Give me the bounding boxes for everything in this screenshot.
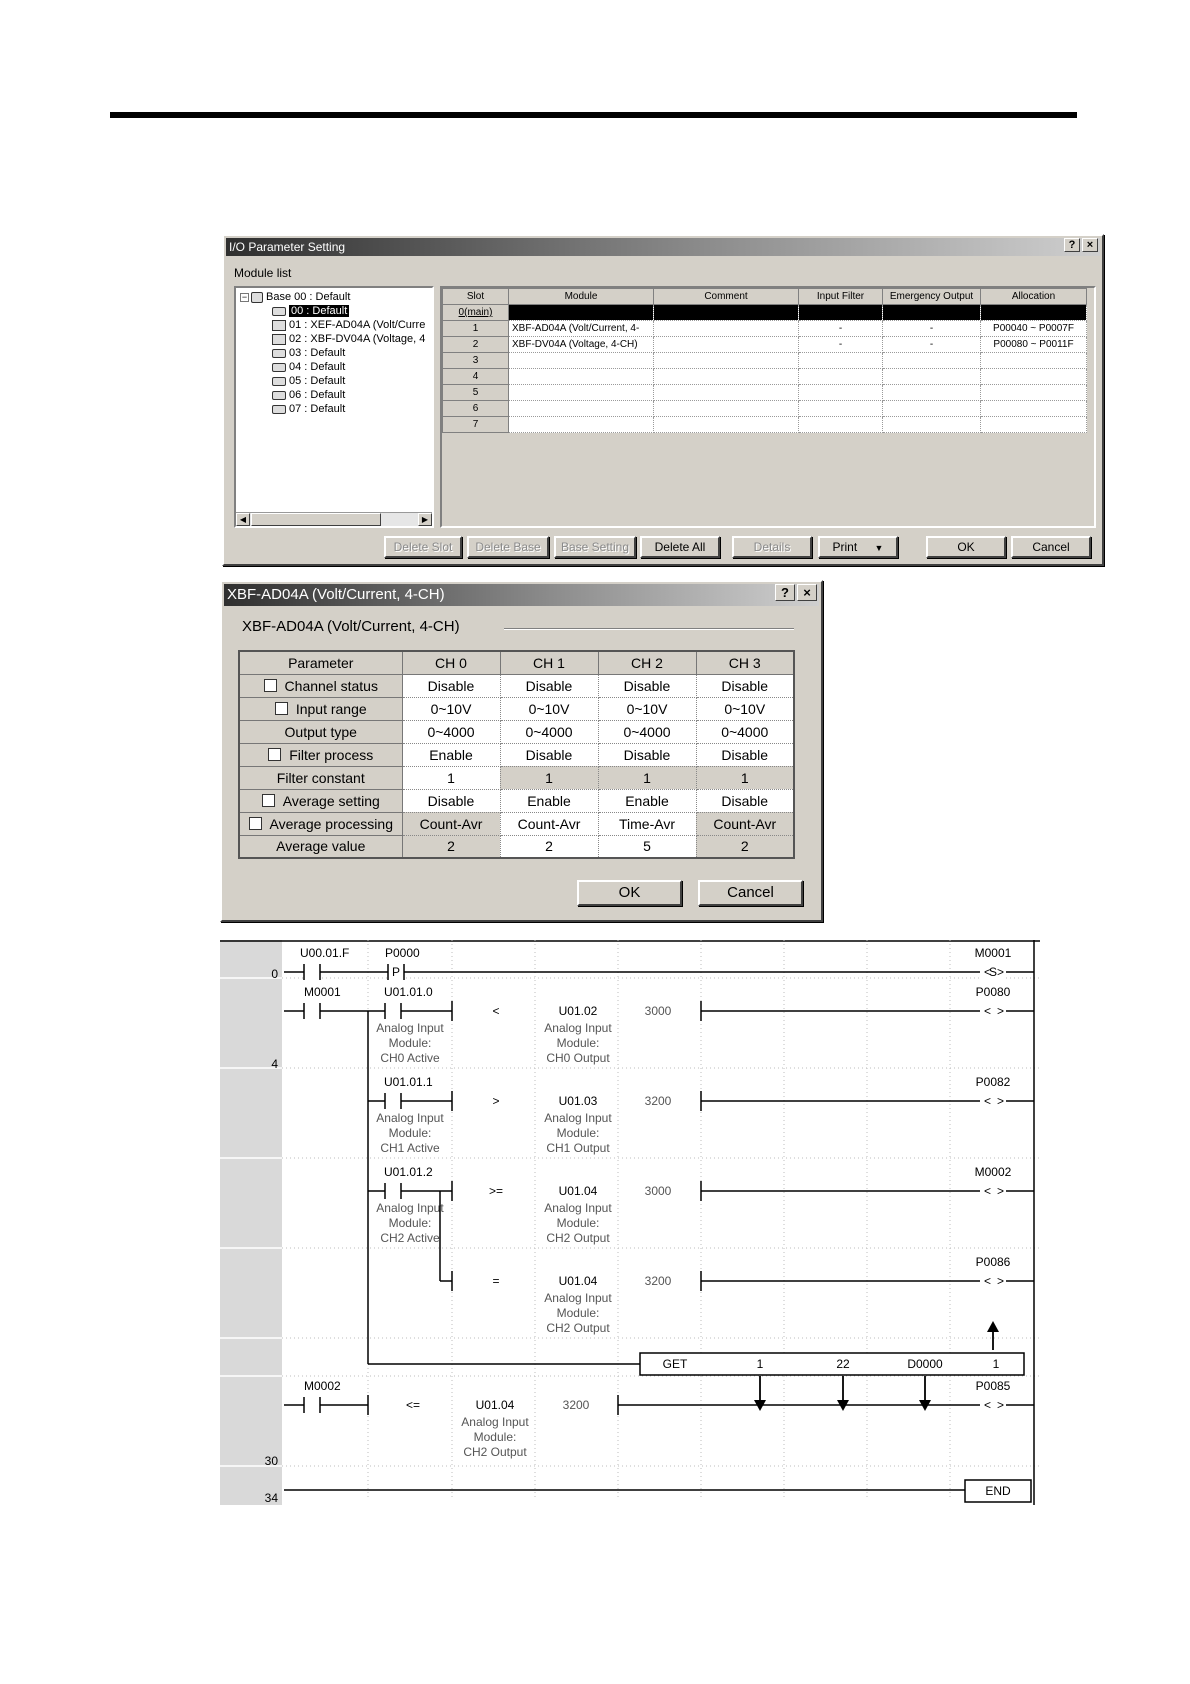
pulse-mark: P xyxy=(391,965,401,979)
table-row[interactable]: 1 XBF-AD04A (Volt/Current, 4- - - P00040 ~ P0007F xyxy=(443,321,1087,337)
get-operand: 22 xyxy=(836,1357,850,1371)
coil-right-paren: > xyxy=(997,1184,1005,1198)
col-ch1: CH 1 xyxy=(500,651,598,674)
coil-left-paren: < xyxy=(984,1004,992,1018)
step-number: 4 xyxy=(271,1057,278,1071)
param-value[interactable]: 0~4000 xyxy=(696,720,794,743)
param-name[interactable]: Average setting xyxy=(239,789,402,812)
compare-constant: 3200 xyxy=(562,1398,590,1412)
coil-label: P0082 xyxy=(975,1075,1011,1089)
rung-1[interactable] xyxy=(284,985,1034,1375)
coil-left-paren: < xyxy=(984,1398,992,1412)
device-comment: Analog Input xyxy=(544,1291,612,1305)
ad-help-button[interactable]: ? xyxy=(775,584,795,601)
device-comment: CH1 Output xyxy=(546,1141,610,1155)
compare-operator: <= xyxy=(405,1398,421,1412)
compare-operator: >= xyxy=(488,1184,504,1198)
input-range-checkbox[interactable] xyxy=(275,702,288,715)
param-value[interactable]: Disable xyxy=(500,743,598,766)
param-value[interactable]: Disable xyxy=(696,789,794,812)
contact-comment: Module: xyxy=(388,1216,432,1230)
heading-divider xyxy=(504,628,794,630)
compare-constant: 3000 xyxy=(644,1184,672,1198)
base-icon xyxy=(251,292,263,303)
device-comment: CH0 Output xyxy=(546,1051,610,1065)
param-value[interactable]: 0~10V xyxy=(402,697,500,720)
device-comment: Module: xyxy=(556,1216,600,1230)
delete-base-button[interactable]: Delete Base xyxy=(467,536,549,558)
contact-comment: CH2 Active xyxy=(380,1231,440,1245)
scroll-right-icon[interactable]: ▶ xyxy=(418,513,432,526)
param-value[interactable]: Time-Avr xyxy=(598,812,696,835)
delete-slot-button[interactable]: Delete Slot xyxy=(384,536,462,558)
param-value: 2 xyxy=(402,835,500,858)
scroll-thumb[interactable] xyxy=(251,513,381,526)
step-number: 0 xyxy=(271,967,278,981)
end-label: END xyxy=(985,1484,1011,1498)
contact-label: U00.01.F xyxy=(300,946,350,960)
param-name: Average value xyxy=(239,835,402,858)
slot-icon xyxy=(272,391,286,400)
param-row-average-setting xyxy=(239,789,794,812)
param-row-average-processing xyxy=(239,812,794,835)
param-value[interactable]: Disable xyxy=(402,674,500,697)
io-parameter-window xyxy=(222,234,1104,566)
io-help-button[interactable]: ? xyxy=(1064,238,1080,252)
tree-slot-00[interactable]: 00 : Default xyxy=(272,304,349,318)
table-row[interactable]: 0(main) xyxy=(443,305,1087,321)
param-value[interactable]: 5 xyxy=(598,835,696,858)
param-name: Output type xyxy=(239,720,402,743)
device-comment: Module: xyxy=(556,1036,600,1050)
average-setting-checkbox[interactable] xyxy=(262,794,275,807)
get-operand: 1 xyxy=(756,1357,764,1371)
contact-gap xyxy=(304,1397,320,1413)
io-window-title: I/O Parameter Setting xyxy=(226,238,1100,256)
param-value[interactable]: 0~4000 xyxy=(402,720,500,743)
param-row-input-range xyxy=(239,697,794,720)
step-number: 30 xyxy=(264,1454,278,1468)
param-value[interactable]: Disable xyxy=(402,789,500,812)
col-emergency-output[interactable]: Emergency Output xyxy=(883,289,981,305)
col-slot[interactable]: Slot xyxy=(443,289,509,305)
contact-comment: CH0 Active xyxy=(380,1051,440,1065)
param-value: Count-Avr xyxy=(696,812,794,835)
tree-slot-04[interactable]: 04 : Default xyxy=(272,360,345,374)
coil-left-paren: < xyxy=(984,1274,992,1288)
compare-constant: 3000 xyxy=(644,1004,672,1018)
col-allocation[interactable]: Allocation xyxy=(981,289,1087,305)
tree-slot-02[interactable]: 02 : XBF-DV04A (Voltage, 4 xyxy=(272,332,425,346)
col-ch2: CH 2 xyxy=(598,651,696,674)
slot-table xyxy=(442,288,1087,433)
param-value[interactable]: Disable xyxy=(598,674,696,697)
tree-slot-06[interactable]: 06 : Default xyxy=(272,388,345,402)
page-top-rule xyxy=(110,112,1077,118)
table-row[interactable]: 4 xyxy=(443,369,1087,385)
contact-gap xyxy=(304,1003,320,1019)
tree-horizontal-scrollbar[interactable] xyxy=(236,512,432,526)
step-gutter xyxy=(220,940,282,1505)
slot-table-header xyxy=(443,289,1087,305)
param-value[interactable]: 0~10V xyxy=(500,697,598,720)
compare-operator: > xyxy=(492,1094,500,1108)
filter-process-checkbox[interactable] xyxy=(268,748,281,761)
param-value[interactable]: Disable xyxy=(696,743,794,766)
device-comment: Module: xyxy=(556,1306,600,1320)
compare-constant: 3200 xyxy=(644,1274,672,1288)
param-name[interactable]: Channel status xyxy=(239,674,402,697)
slot-icon xyxy=(272,349,286,358)
coil-label: M0002 xyxy=(974,1165,1012,1179)
io-close-button[interactable]: × xyxy=(1082,238,1098,252)
dropdown-arrow-icon: ▼ xyxy=(874,543,884,553)
rung-2[interactable] xyxy=(284,1379,1034,1459)
param-row-filter-constant xyxy=(239,766,794,789)
coil-right-paren: > xyxy=(997,1004,1005,1018)
get-instruction-name: GET xyxy=(662,1357,688,1371)
contact-gap xyxy=(304,964,320,980)
param-value[interactable]: Enable xyxy=(500,789,598,812)
slot-table-panel xyxy=(440,286,1096,528)
device-comment: Module: xyxy=(473,1430,517,1444)
details-button[interactable]: Details xyxy=(732,536,812,558)
param-row-filter-process xyxy=(239,743,794,766)
contact-gap xyxy=(385,1003,401,1019)
tree-base-node[interactable]: − Base 00 : Default xyxy=(241,291,351,303)
get-operand: D0000 xyxy=(907,1357,943,1371)
print-label: Print xyxy=(832,540,858,554)
coil-left-paren: < xyxy=(984,1184,992,1198)
module-icon xyxy=(272,334,286,345)
io-cancel-button[interactable]: Cancel xyxy=(1011,536,1091,558)
param-value[interactable]: 2 xyxy=(500,835,598,858)
param-name[interactable]: Input range xyxy=(239,697,402,720)
arrow-up-icon xyxy=(987,1321,999,1332)
table-row[interactable]: 2 XBF-DV04A (Voltage, 4-CH) - - P00080 ~ P0011F xyxy=(443,337,1087,353)
table-row[interactable]: 5 xyxy=(443,385,1087,401)
contact-label: U01.01.2 xyxy=(384,1165,433,1179)
param-value: Count-Avr xyxy=(402,812,500,835)
contact-gap xyxy=(385,1093,401,1109)
slot-icon xyxy=(272,405,286,414)
param-name[interactable]: Average processing xyxy=(239,812,402,835)
device-comment: Module: xyxy=(556,1126,600,1140)
coil-label: P0085 xyxy=(975,1379,1011,1393)
contact-comment: Analog Input xyxy=(376,1111,444,1125)
param-value[interactable]: 0~10V xyxy=(598,697,696,720)
coil-label: P0080 xyxy=(975,985,1011,999)
col-ch0: CH 0 xyxy=(402,651,500,674)
ladder-diagram xyxy=(220,940,1040,1505)
compare-operator: < xyxy=(492,1004,500,1018)
ad-heading: XBF-AD04A (Volt/Current, 4-CH) xyxy=(242,618,460,635)
rung-0[interactable] xyxy=(284,946,1034,980)
delete-all-button[interactable]: Delete All xyxy=(640,536,720,558)
param-name: Filter constant xyxy=(239,766,402,789)
parameter-table-header xyxy=(239,651,794,674)
contact-comment: CH1 Active xyxy=(380,1141,440,1155)
device-comment: Analog Input xyxy=(461,1415,529,1429)
tree-slot-05[interactable]: 05 : Default xyxy=(272,374,345,388)
param-row-channel-status xyxy=(239,674,794,697)
device-comment: Analog Input xyxy=(544,1201,612,1215)
contact-comment: Analog Input xyxy=(376,1201,444,1215)
ad-ok-button[interactable]: OK xyxy=(577,880,682,906)
coil-right-paren: > xyxy=(997,1398,1005,1412)
tree-slot-07[interactable]: 07 : Default xyxy=(272,402,345,416)
param-value: 1 xyxy=(500,766,598,789)
contact-label: M0001 xyxy=(304,985,341,999)
get-instruction-box[interactable] xyxy=(640,1353,1024,1375)
contact-comment: Module: xyxy=(388,1126,432,1140)
scroll-left-icon[interactable]: ◀ xyxy=(236,513,250,526)
base-setting-button[interactable]: Base Setting xyxy=(554,536,636,558)
param-row-output-type xyxy=(239,720,794,743)
col-module[interactable]: Module xyxy=(509,289,654,305)
compare-device: U01.04 xyxy=(558,1184,598,1198)
contact-comment: Module: xyxy=(388,1036,432,1050)
table-row[interactable]: 6 xyxy=(443,401,1087,417)
param-value[interactable]: Enable xyxy=(402,743,500,766)
contact-comment: Analog Input xyxy=(376,1021,444,1035)
module-tree[interactable] xyxy=(234,286,434,528)
average-processing-checkbox[interactable] xyxy=(249,817,262,830)
slot-icon xyxy=(272,307,286,316)
param-value[interactable]: Enable xyxy=(598,789,696,812)
channel-status-checkbox[interactable] xyxy=(264,679,277,692)
coil-label: M0001 xyxy=(974,946,1012,960)
param-row-average-value xyxy=(239,835,794,858)
table-row[interactable]: 7 xyxy=(443,417,1087,433)
param-value[interactable]: 0~4000 xyxy=(500,720,598,743)
contact-label: U01.01.1 xyxy=(384,1075,433,1089)
param-value: 1 xyxy=(598,766,696,789)
param-value[interactable]: Count-Avr xyxy=(500,812,598,835)
coil-right-paren: > xyxy=(997,965,1005,979)
compare-device: U01.03 xyxy=(558,1094,598,1108)
slot-icon xyxy=(272,377,286,386)
print-button[interactable] xyxy=(818,536,898,558)
col-ch3: CH 3 xyxy=(696,651,794,674)
compare-operator: = xyxy=(492,1274,500,1288)
param-value[interactable]: 1 xyxy=(402,766,500,789)
contact-label: M0002 xyxy=(304,1379,341,1393)
contact-label: P0000 xyxy=(385,946,420,960)
tree-slot-01[interactable]: 01 : XEF-AD04A (Volt/Curre xyxy=(272,318,425,332)
param-value[interactable]: Disable xyxy=(598,743,696,766)
module-list-label: Module list xyxy=(234,266,292,280)
io-ok-button[interactable]: OK xyxy=(926,536,1006,558)
param-name[interactable]: Filter process xyxy=(239,743,402,766)
param-value: 1 xyxy=(696,766,794,789)
compare-device: U01.02 xyxy=(558,1004,598,1018)
device-comment: CH2 Output xyxy=(463,1445,527,1459)
parameter-table xyxy=(238,650,795,859)
device-comment: CH2 Output xyxy=(546,1231,610,1245)
set-coil-mark: S xyxy=(988,965,998,979)
collapse-icon[interactable]: − xyxy=(241,292,248,302)
coil-right-paren: > xyxy=(997,1094,1005,1108)
end-rung[interactable] xyxy=(284,1480,1031,1502)
contact-gap xyxy=(385,1183,401,1199)
col-parameter: Parameter xyxy=(239,651,402,674)
module-icon xyxy=(272,320,286,331)
get-operand: 1 xyxy=(992,1357,1000,1371)
table-row[interactable]: 3 xyxy=(443,353,1087,369)
slot-icon xyxy=(272,363,286,372)
param-value: 2 xyxy=(696,835,794,858)
compare-device: U01.04 xyxy=(558,1274,598,1288)
param-value[interactable]: Disable xyxy=(500,674,598,697)
col-input-filter[interactable]: Input Filter xyxy=(799,289,883,305)
coil-label: P0086 xyxy=(975,1255,1011,1269)
compare-device: U01.04 xyxy=(475,1398,515,1412)
coil-left-paren: < xyxy=(984,965,992,979)
contact-label: U01.01.0 xyxy=(384,985,433,999)
param-value[interactable]: Disable xyxy=(696,674,794,697)
coil-left-paren: < xyxy=(984,1094,992,1108)
device-comment: Analog Input xyxy=(544,1021,612,1035)
compare-constant: 3200 xyxy=(644,1094,672,1108)
param-value[interactable]: 0~10V xyxy=(696,697,794,720)
param-value[interactable]: 0~4000 xyxy=(598,720,696,743)
tree-slot-03[interactable]: 03 : Default xyxy=(272,346,345,360)
step-number: 34 xyxy=(264,1491,278,1505)
ad-window-title: XBF-AD04A (Volt/Current, 4-CH) xyxy=(224,584,819,606)
ad-cancel-button[interactable]: Cancel xyxy=(698,880,803,906)
ad-close-button[interactable]: × xyxy=(797,584,817,601)
coil-right-paren: > xyxy=(997,1274,1005,1288)
device-comment: CH2 Output xyxy=(546,1321,610,1335)
ad04a-parameter-window xyxy=(220,580,823,922)
col-comment[interactable]: Comment xyxy=(654,289,799,305)
device-comment: Analog Input xyxy=(544,1111,612,1125)
